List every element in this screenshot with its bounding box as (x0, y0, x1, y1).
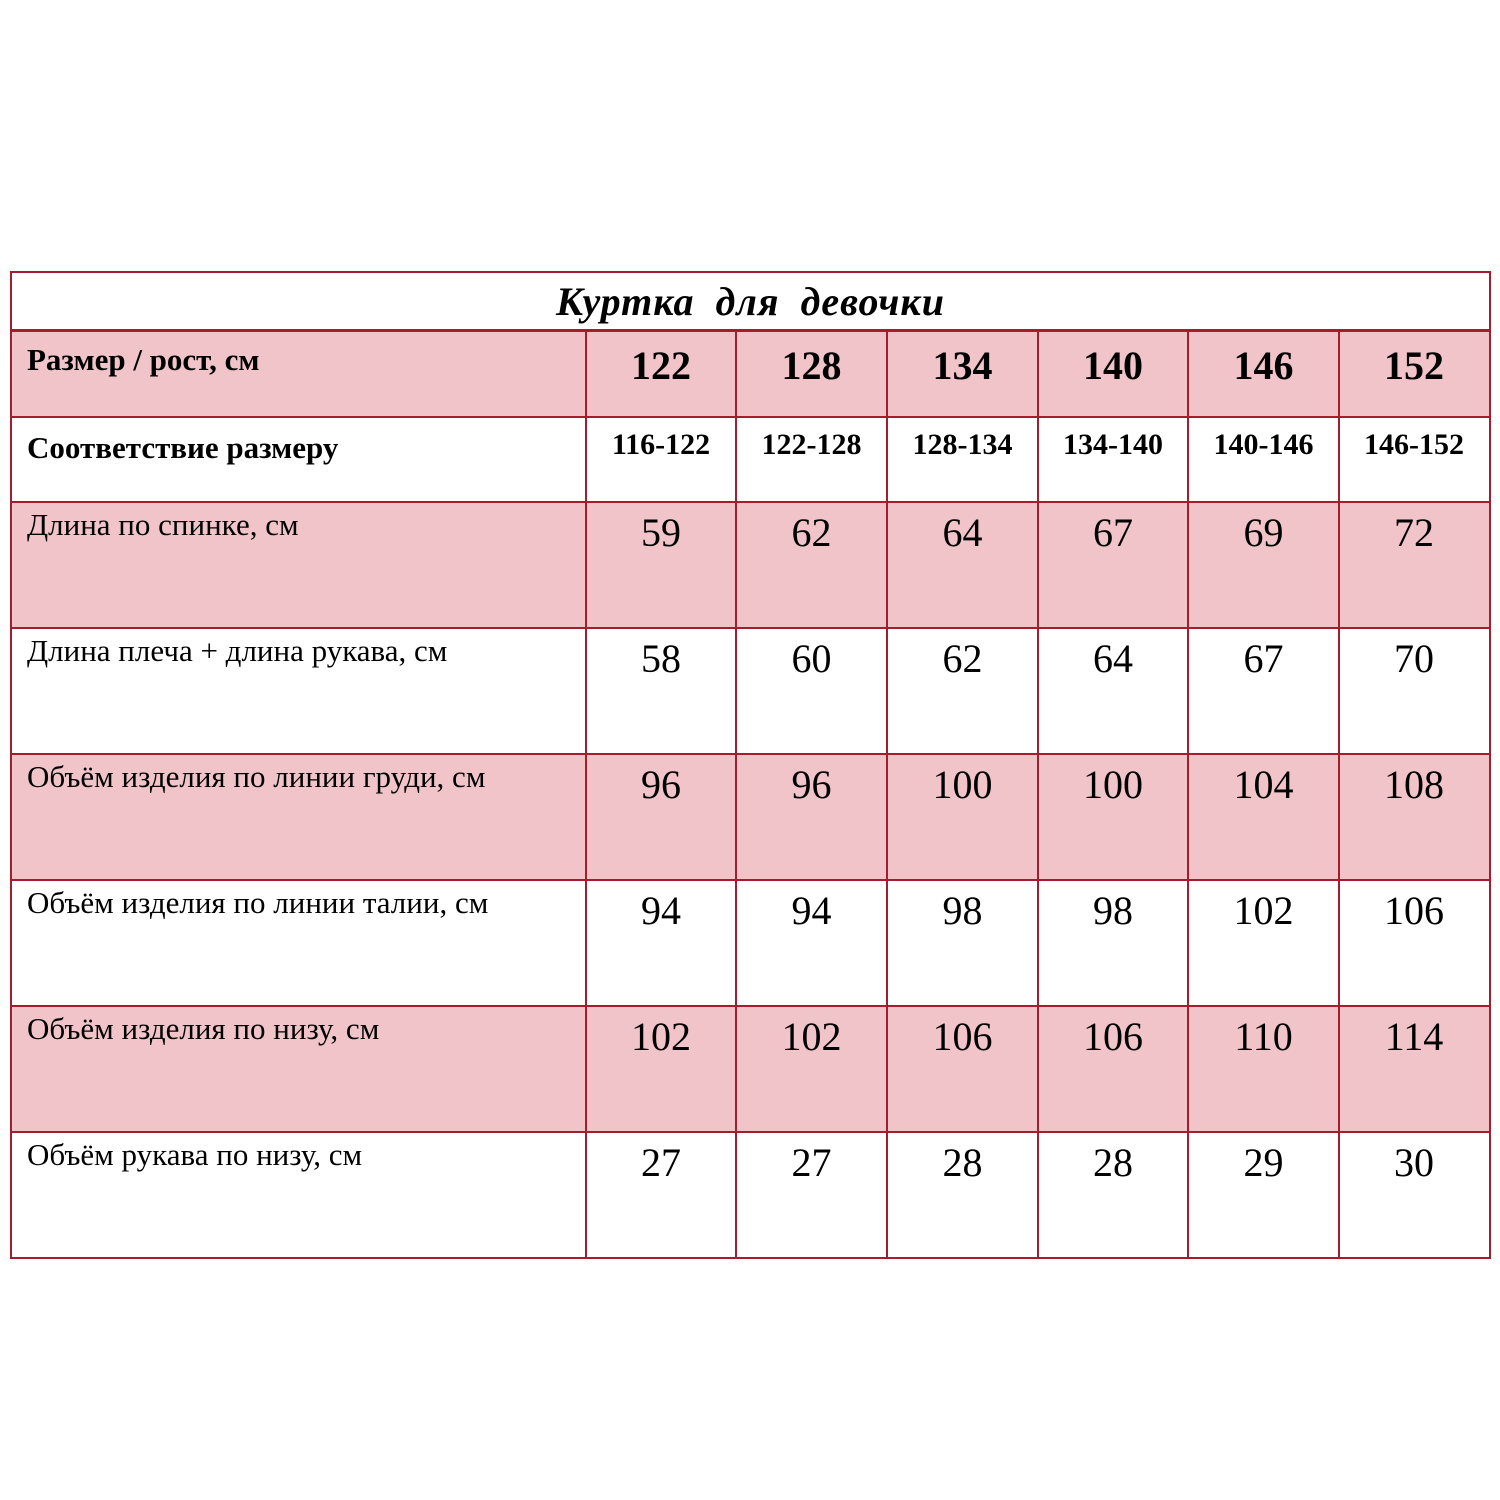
measurement-cell: 70 (1394, 636, 1434, 681)
measurement-cell: 114 (1384, 1014, 1444, 1059)
size-cell: 140 (1039, 332, 1189, 416)
correspondence-cell: 122-128 (737, 418, 888, 501)
measurement-cell: 64 (888, 503, 1039, 627)
correspondence-cell: 134-140 (1039, 418, 1189, 501)
measurement-cell: 62 (737, 503, 888, 627)
correspondence-cell: 140-146 (1189, 418, 1340, 501)
size-cell: 152 (1384, 343, 1444, 388)
table-row (12, 629, 1489, 753)
measurement-cell: 67 (1039, 503, 1189, 627)
measurement-cell: 94 (737, 881, 888, 1005)
row-label: Объём изделия по линии талии, см (12, 881, 587, 1005)
table-row (12, 755, 1489, 879)
measurement-cell: 102 (1189, 881, 1340, 1005)
correspondence-row (12, 418, 1489, 501)
correspondence-label: Соответствие размеру (12, 418, 587, 501)
measurement-cell: 106 (1384, 888, 1444, 933)
size-cell: 122 (587, 332, 737, 416)
measurement-cell: 96 (587, 755, 737, 879)
row-label: Объём изделия по низу, см (12, 1007, 587, 1131)
size-cell: 134 (888, 332, 1039, 416)
table-row (12, 1007, 1489, 1131)
measurement-cell: 94 (587, 881, 737, 1005)
measurement-cell: 62 (888, 629, 1039, 753)
measurement-cell: 64 (1039, 629, 1189, 753)
measurement-cell: 108 (1384, 762, 1444, 807)
correspondence-cell: 116-122 (587, 418, 737, 501)
measurement-cell: 28 (1039, 1133, 1189, 1257)
measurement-cell: 102 (587, 1007, 737, 1131)
measurement-cell: 69 (1189, 503, 1340, 627)
row-label: Объём изделия по линии груди, см (12, 755, 587, 879)
measurement-cell: 58 (587, 629, 737, 753)
measurement-cell: 28 (888, 1133, 1039, 1257)
size-table (10, 271, 1491, 1259)
size-cell: 128 (737, 332, 888, 416)
size-height-label: Размер / рост, см (12, 332, 587, 416)
table-title: Куртка для девочки (12, 273, 1489, 332)
measurement-cell: 110 (1189, 1007, 1340, 1131)
measurement-cell: 98 (1039, 881, 1189, 1005)
size-cell: 146 (1189, 332, 1340, 416)
table-row (12, 1133, 1489, 1257)
measurement-cell: 104 (1189, 755, 1340, 879)
measurement-cell: 100 (1039, 755, 1189, 879)
measurement-cell: 106 (888, 1007, 1039, 1131)
measurement-cell: 67 (1189, 629, 1340, 753)
header-row (12, 332, 1489, 416)
measurement-cell: 72 (1394, 510, 1434, 555)
table-row (12, 881, 1489, 1005)
correspondence-cell: 128-134 (888, 418, 1039, 501)
measurement-cell: 59 (587, 503, 737, 627)
measurement-cell: 98 (888, 881, 1039, 1005)
measurement-cell: 30 (1394, 1140, 1434, 1185)
row-label: Длина по спинке, см (12, 503, 587, 627)
measurement-cell: 106 (1039, 1007, 1189, 1131)
correspondence-cell: 146-152 (1364, 428, 1464, 461)
measurement-cell: 102 (737, 1007, 888, 1131)
measurement-cell: 60 (737, 629, 888, 753)
measurement-cell: 100 (888, 755, 1039, 879)
measurement-cell: 27 (587, 1133, 737, 1257)
measurement-cell: 27 (737, 1133, 888, 1257)
row-label: Объём рукава по низу, см (12, 1133, 587, 1257)
row-label: Длина плеча + длина рукава, см (12, 629, 587, 753)
measurement-cell: 29 (1189, 1133, 1340, 1257)
measurement-cell: 96 (737, 755, 888, 879)
table-row (12, 503, 1489, 627)
